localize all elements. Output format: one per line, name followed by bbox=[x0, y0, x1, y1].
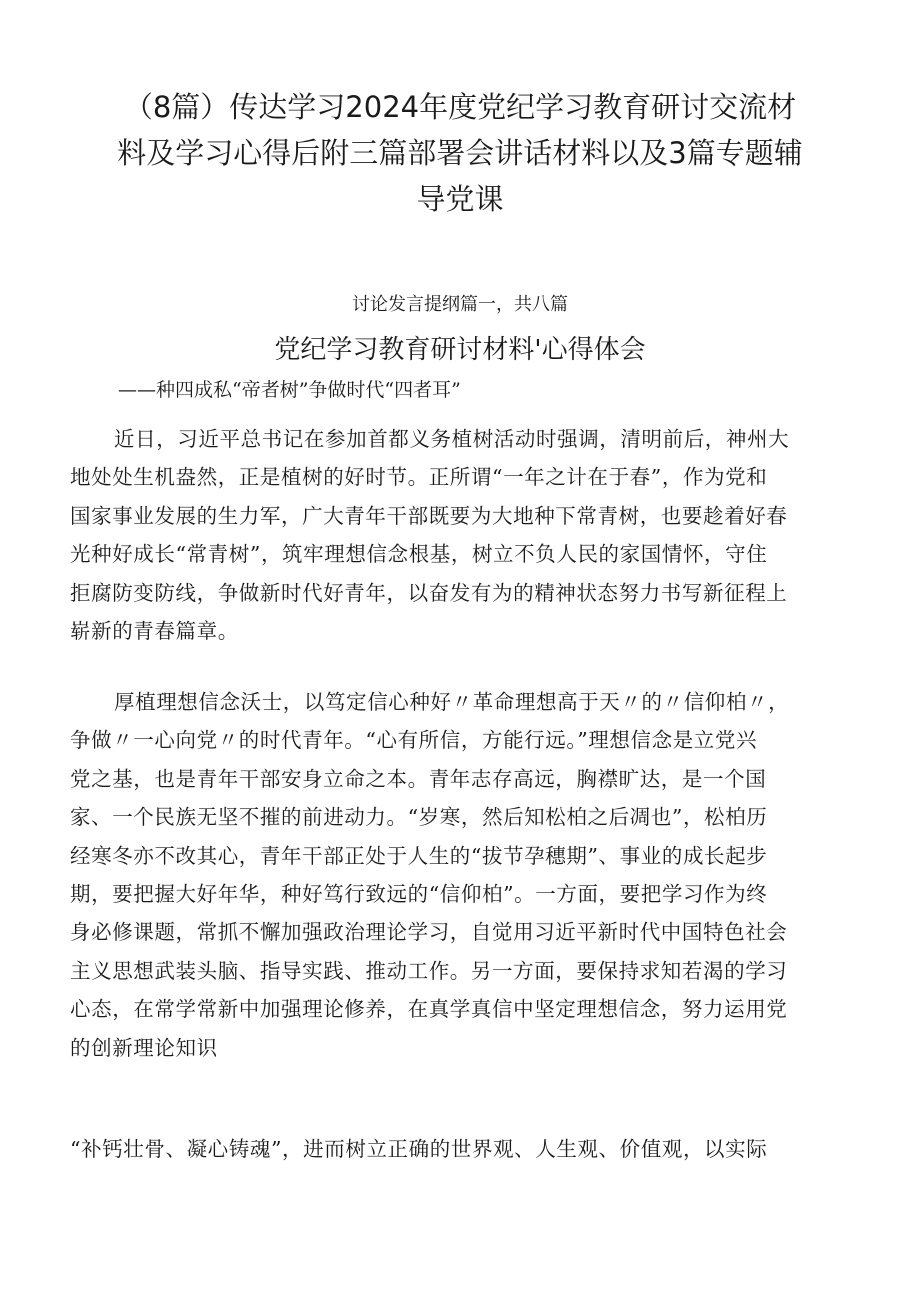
paragraph-line: 地处处生机盎然，正是植树的好时节。正所谓“一年之计在于春”，作为党和 bbox=[70, 465, 768, 490]
paragraph-1 bbox=[70, 420, 860, 650]
paragraph-line: 心态，在常学常新中加强理论修养，在真学真信中坚定理想信念，努力运用党 bbox=[70, 997, 788, 1022]
title-line: 料及学习心得后附三篇部署会讲话材料以及3篇专题辅 bbox=[117, 136, 803, 170]
paragraph-line: 主义思想武装头脑、指导实践、推动工作。另一方面，要保持求知若渴的学习 bbox=[70, 958, 788, 983]
paragraph-line: 崭新的青春篇章。 bbox=[70, 618, 239, 643]
section-subtitle: ——种四成私“帝者树”争做时代“四者耳” bbox=[118, 379, 461, 401]
paragraph-line: 家、一个民族无坚不摧的前进动力。“岁寒，然后知松柏之后凋也”，松柏历 bbox=[70, 805, 768, 830]
section-heading: 党纪学习教育研讨材料'心得体会 bbox=[274, 335, 646, 365]
paragraph-line: 国家事业发展的生力军，广大青年干部既要为大地种下常青树，也要趁着好春 bbox=[70, 503, 788, 528]
title-line: （8篇）传达学习2024年度党纪学习教育研讨交流材 bbox=[123, 90, 797, 124]
document-title bbox=[80, 84, 840, 222]
section-label: 讨论发言提纲篇一，共八篇 bbox=[352, 294, 568, 315]
paragraph-line: 身必修课题，常抓不懈加强政治理论学习，自觉用习近平新时代中国特色社会 bbox=[70, 920, 788, 945]
paragraph-line: 光种好成长“常青树”，筑牢理想信念根基，树立不负人民的家国情怀，守住 bbox=[70, 542, 768, 567]
paragraph-2 bbox=[70, 683, 860, 1067]
paragraph-line: 争做〃一心向党〃的时代青年。“心有所信，方能行远。”理想信念是立党兴 bbox=[70, 728, 758, 753]
paragraph-line: 期，要把握大好年华，种好笃行致远的“信仰柏”。一方面，要把学习作为终 bbox=[70, 881, 768, 906]
paragraph-line: 厚植理想信念沃士，以笃定信心种好〃革命理想高于天〃的〃信仰柏〃， bbox=[114, 690, 790, 714]
paragraph-line: 近日，习近平总书记在参加首都义务植树活动时强调，清明前后，神州大 bbox=[114, 427, 790, 451]
paragraph-3 bbox=[70, 1130, 860, 1168]
paragraph-line: 的创新理论知识 bbox=[70, 1035, 218, 1060]
paragraph-line: 经寒冬亦不改其心，青年干部正处于人生的“拔节孕穗期”、事业的成长起步 bbox=[70, 843, 768, 868]
paragraph-line: “补钙壮骨、凝心铸魂”，进而树立正确的世界观、人生观、价值观，以实际 bbox=[70, 1137, 768, 1161]
title-line: 导党课 bbox=[416, 182, 504, 216]
paragraph-line: 党之基，也是青年干部安身立命之本。青年志存高远，胸襟旷达，是一个国 bbox=[70, 766, 767, 791]
paragraph-line: 拒腐防变防线，争做新时代好青年，以奋发有为的精神状态努力书写新征程上 bbox=[70, 580, 788, 605]
